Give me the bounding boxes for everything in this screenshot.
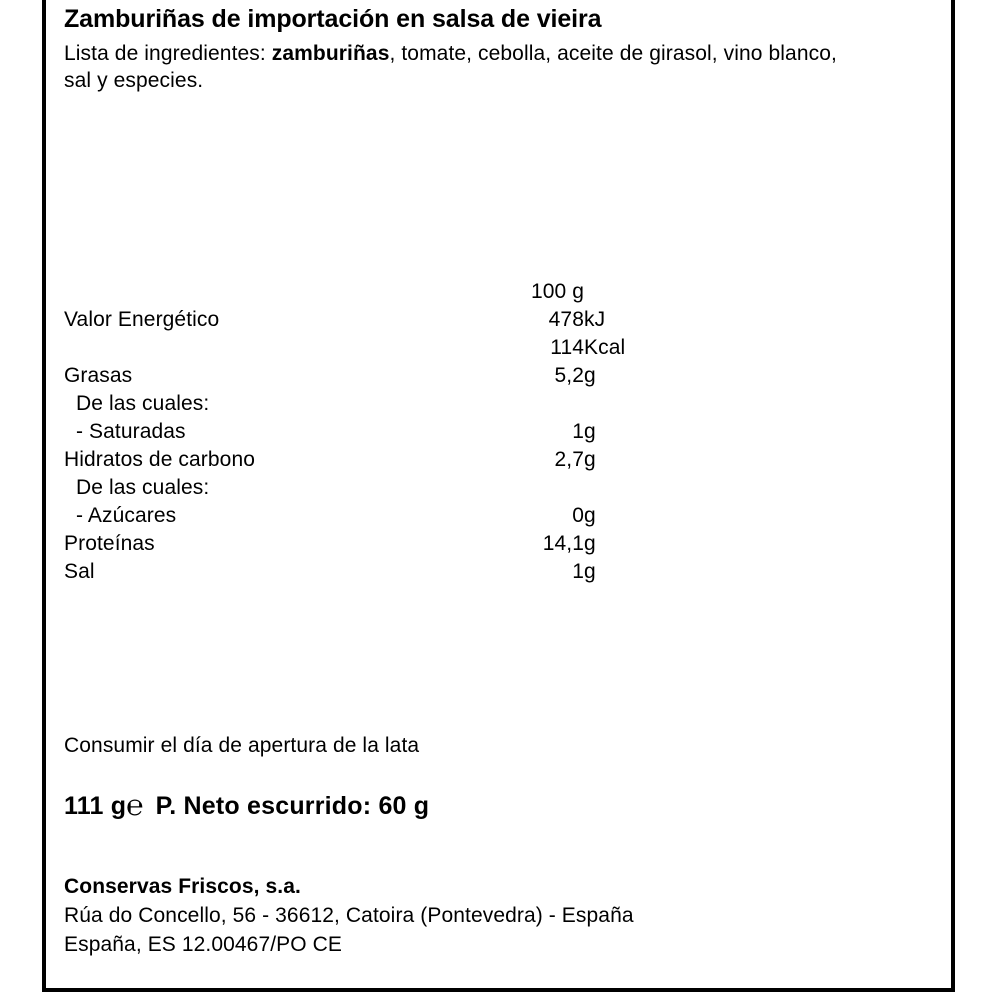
nutrition-header-row — [64, 278, 664, 306]
nutrition-row-unit: g — [584, 420, 596, 443]
nutrition-row-label: - Saturadas — [76, 420, 186, 443]
nutrition-row-unit: g — [584, 532, 596, 555]
drained-weight-label: P. Neto escurrido: — [155, 792, 372, 820]
drained-weight-value: 60 g — [378, 792, 430, 820]
label-content — [46, 0, 951, 988]
nutrition-row — [64, 474, 664, 502]
nutrition-row-label: De las cuales: — [76, 392, 210, 415]
manufacturer-block — [64, 872, 634, 959]
nutrition-row — [64, 418, 664, 446]
nutrition-row-unit: g — [584, 560, 596, 583]
nutrition-row-unit: g — [584, 448, 596, 471]
nutrition-row-value: 2,7 — [554, 448, 584, 471]
nutrition-row — [64, 558, 664, 586]
ingredients-rest: , tomate, cebolla, aceite de girasol, vino blanco, sal y especies. — [64, 42, 837, 92]
nutrition-row — [64, 362, 664, 390]
nutrition-row — [64, 446, 664, 474]
nutrition-row-label: - Azúcares — [76, 504, 177, 527]
nutrition-row-value: 114 — [550, 336, 584, 359]
nutrition-portion-header: 100 g — [530, 280, 584, 303]
nutrition-row-unit: kJ — [584, 308, 606, 331]
nutrition-row — [64, 334, 664, 362]
page-title: Zamburiñas de importación en salsa de vieira — [64, 5, 602, 33]
consumption-note: Consumir el día de apertura de la lata — [64, 734, 420, 757]
nutrition-row — [64, 306, 664, 334]
nutrition-row-label: Proteínas — [64, 532, 155, 555]
nutrition-row — [64, 390, 664, 418]
nutrition-row-unit: g — [584, 364, 596, 387]
nutrition-row-group — [64, 306, 664, 586]
nutrition-row-label: Valor Energético — [64, 308, 220, 331]
nutrition-row-value: 478 — [548, 308, 584, 331]
nutrition-row-value: 14,1 — [542, 532, 584, 555]
nutrition-row-value: 0 — [572, 504, 584, 527]
weight-line — [64, 790, 429, 823]
product-label-frame — [42, 0, 955, 992]
net-weight: 111 g — [64, 792, 127, 820]
nutrition-table — [64, 278, 664, 586]
manufacturer-registration: España, ES 12.00467/PO CE — [64, 933, 343, 956]
nutrition-row-label: Hidratos de carbono — [64, 448, 256, 471]
nutrition-row — [64, 530, 664, 558]
ingredients-list — [64, 40, 864, 94]
estimated-sign-icon: ℮ — [126, 790, 144, 822]
nutrition-row-unit: g — [584, 504, 596, 527]
nutrition-row-label: Sal — [64, 560, 95, 583]
nutrition-row-value: 5,2 — [554, 364, 584, 387]
ingredients-allergen: zamburiñas — [271, 42, 390, 65]
manufacturer-name: Conservas Friscos, s.a. — [64, 875, 301, 898]
nutrition-row-label: De las cuales: — [76, 476, 210, 499]
nutrition-row-value: 1 — [572, 560, 584, 583]
ingredients-label: Lista de ingredientes: — [64, 42, 266, 65]
nutrition-row — [64, 502, 664, 530]
nutrition-row-value: 1 — [572, 420, 584, 443]
nutrition-row-label: Grasas — [64, 364, 133, 387]
manufacturer-address: Rúa do Concello, 56 - 36612, Catoira (Pontevedra) - España — [64, 904, 634, 927]
nutrition-row-unit: Kcal — [584, 336, 626, 359]
